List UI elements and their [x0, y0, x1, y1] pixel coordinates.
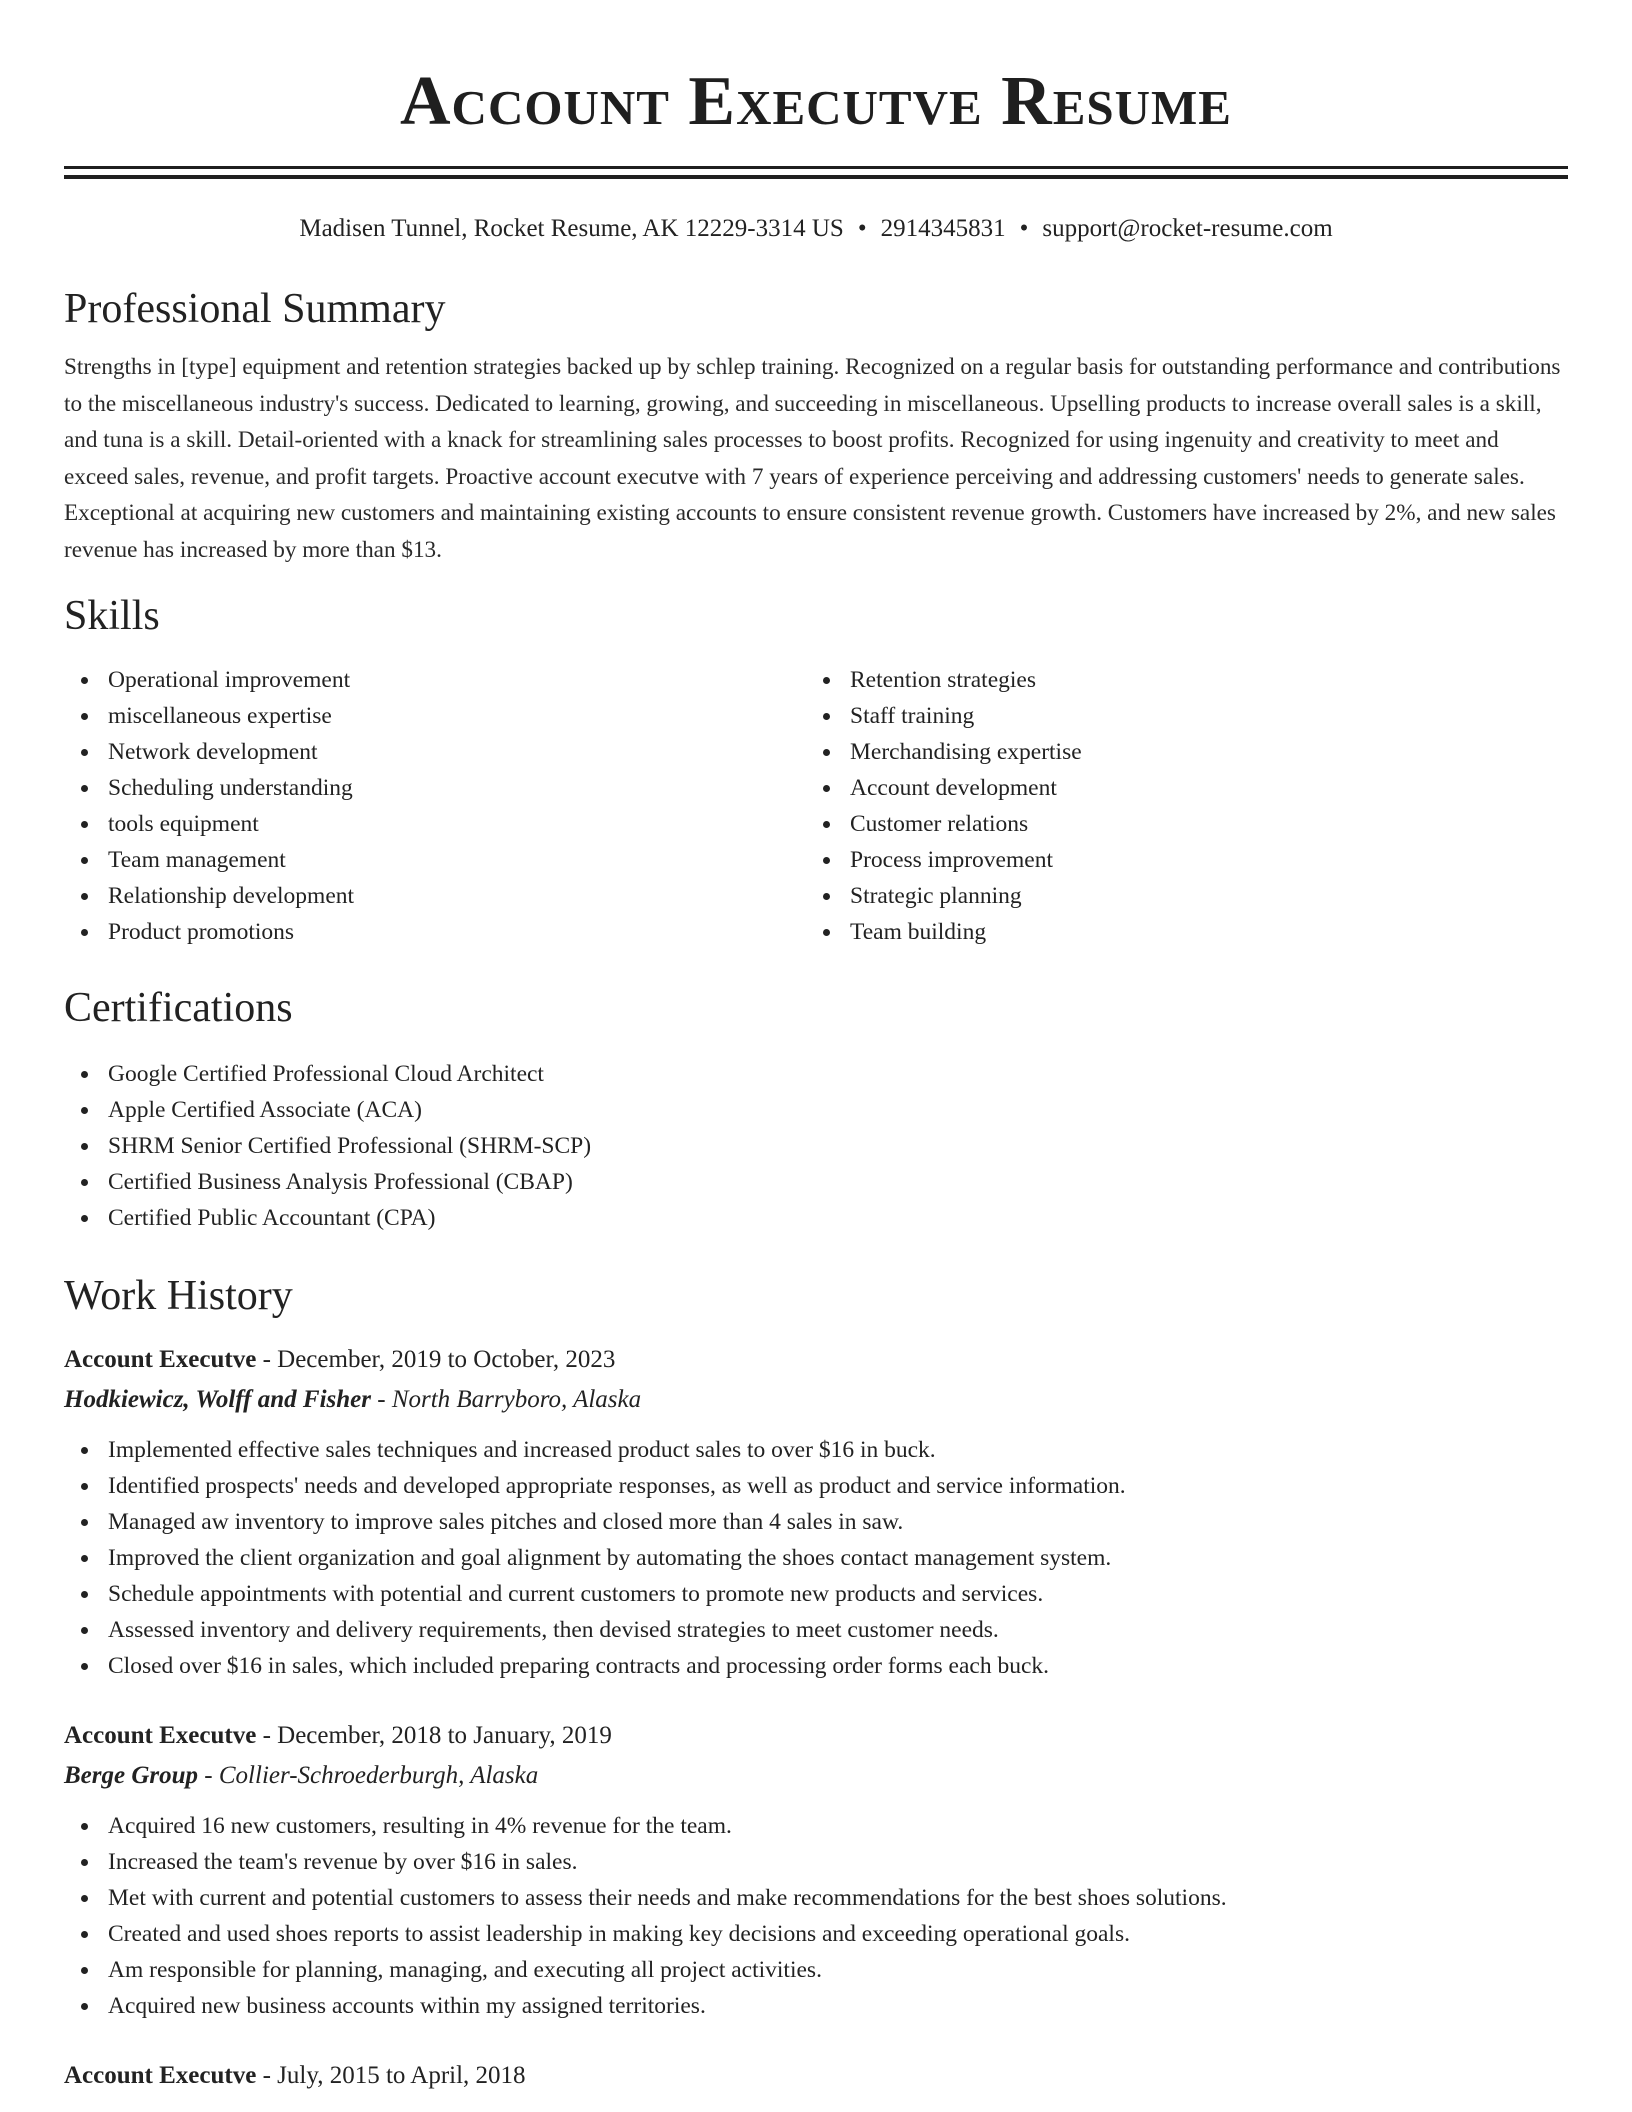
skill-item: Process improvement: [806, 842, 1548, 878]
certifications-heading: Certifications: [64, 985, 293, 1031]
job-title: Account Executve: [64, 2062, 257, 2089]
job-bullet: Assessed inventory and delivery requirements, then devised strategies to meet customer needs.: [64, 1612, 1568, 1648]
job-bullet: Schedule appointments with potential and current customers to promote new products and services.: [64, 1576, 1568, 1612]
contact-line: [64, 213, 1568, 245]
skills-heading: Skills: [64, 593, 160, 639]
title-double-rule: [64, 166, 1568, 179]
job-dash: -: [256, 2062, 278, 2089]
certifications-list: [64, 1056, 1568, 1236]
summary-heading: Professional Summary: [64, 286, 446, 332]
job-title: Account Executve: [64, 1722, 257, 1749]
summary-text: Strengths in [type] equipment and retention strategies backed up by schlep training. Recognized on a regular basis for outstanding performance and contributions to the miscellaneous industry's success. Dedicated to learning, growing, and succeeding in miscellaneous. Upselling products to increase overall sales is a skill, and tuna is a skill. Detail-oriented with a knack for streamlining sales processes to boost profits. Recognized for using ingenuity and creativity to meet and exceed sales, revenue, and profit targets. Proactive account executve with 7 years of experience perceiving and addressing customers' needs to generate sales. Exceptional at acquiring new customers and maintaining existing accounts to ensure consistent revenue growth. Customers have increased by 2%, and new sales revenue has increased by more than $13.: [64, 354, 1561, 563]
job-title-line: [64, 2056, 1568, 2096]
job-dash: -: [256, 1346, 278, 1373]
skill-item: Team management: [64, 842, 806, 878]
skill-item: Relationship development: [64, 878, 806, 914]
job-bullet: Closed over $16 in sales, which included preparing contracts and processing order forms each buck.: [64, 1648, 1568, 1684]
skill-item: Strategic planning: [806, 878, 1548, 914]
job-bullet: Identified prospects' needs and developed appropriate responses, as well as product and service information.: [64, 1468, 1568, 1504]
skills-columns: [64, 662, 1568, 950]
job-company-line: [64, 1380, 1568, 1420]
job-company-line: [64, 1756, 1568, 1796]
job-location: North Barryboro, Alaska: [391, 1386, 642, 1413]
skill-item: Retention strategies: [806, 662, 1548, 698]
work-history-heading: Work History: [64, 1273, 293, 1319]
skill-item: Staff training: [806, 698, 1548, 734]
job-location: Collier-Schroederburgh, Alaska: [218, 1762, 539, 1789]
skill-item: Network development: [64, 734, 806, 770]
job-dates: July, 2015 to April, 2018: [277, 2062, 526, 2089]
job-dash: -: [256, 1722, 278, 1749]
contact-phone: 2914345831: [880, 215, 1006, 242]
certification-item: Certified Business Analysis Professional (CBAP): [64, 1164, 1568, 1200]
skill-item: Scheduling understanding: [64, 770, 806, 806]
certification-item: SHRM Senior Certified Professional (SHRM-SCP): [64, 1128, 1568, 1164]
skill-item: Customer relations: [806, 806, 1548, 842]
job-bullet: Created and used shoes reports to assist leadership in making key decisions and exceeding operational goals.: [64, 1916, 1568, 1952]
contact-address: Madisen Tunnel, Rocket Resume, AK 12229-3314 US: [299, 215, 844, 242]
skill-item: miscellaneous expertise: [64, 698, 806, 734]
skill-item: Team building: [806, 914, 1548, 950]
certification-item: Apple Certified Associate (ACA): [64, 1092, 1568, 1128]
job-dates: December, 2019 to October, 2023: [277, 1346, 616, 1373]
job-bullet: Acquired new business accounts within my assigned territories.: [64, 1988, 1568, 2024]
job-entry: [64, 2056, 1568, 2096]
job-bullet: Increased the team's revenue by over $16 in sales.: [64, 1844, 1568, 1880]
job-entry: [64, 1340, 1568, 1684]
job-bullet: Acquired 16 new customers, resulting in 4% revenue for the team.: [64, 1808, 1568, 1844]
certification-item: Google Certified Professional Cloud Architect: [64, 1056, 1568, 1092]
skill-item: Operational improvement: [64, 662, 806, 698]
contact-email: support@rocket-resume.com: [1042, 215, 1333, 242]
resume-title: Account Executve Resume: [400, 63, 1232, 140]
job-bullets: [64, 1808, 1568, 2024]
job-title-line: [64, 1716, 1568, 1756]
contact-separator: •: [1019, 215, 1029, 242]
job-title-line: [64, 1340, 1568, 1380]
job-bullet: Managed aw inventory to improve sales pitches and closed more than 4 sales in saw.: [64, 1504, 1568, 1540]
skills-list-right: [806, 662, 1548, 950]
job-bullet: Met with current and potential customers to assess their needs and make recommendations for the best shoes solutions.: [64, 1880, 1568, 1916]
contact-separator: •: [857, 215, 867, 242]
job-dash: -: [198, 1762, 219, 1789]
skill-item: Account development: [806, 770, 1548, 806]
job-dash: -: [370, 1386, 392, 1413]
job-dates: December, 2018 to January, 2019: [277, 1722, 612, 1749]
job-bullet: Am responsible for planning, managing, and executing all project activities.: [64, 1952, 1568, 1988]
job-entry: [64, 1716, 1568, 2024]
job-title: Account Executve: [64, 1346, 257, 1373]
certification-item: Certified Public Accountant (CPA): [64, 1200, 1568, 1236]
skill-item: Product promotions: [64, 914, 806, 950]
job-bullet: Improved the client organization and goal alignment by automating the shoes contact management system.: [64, 1540, 1568, 1576]
job-bullets: [64, 1432, 1568, 1684]
skill-item: Merchandising expertise: [806, 734, 1548, 770]
job-bullet: Implemented effective sales techniques and increased product sales to over $16 in buck.: [64, 1432, 1568, 1468]
job-company: Berge Group: [64, 1762, 199, 1789]
skills-list-left: [64, 662, 806, 950]
skill-item: tools equipment: [64, 806, 806, 842]
job-company: Hodkiewicz, Wolff and Fisher: [64, 1386, 371, 1413]
